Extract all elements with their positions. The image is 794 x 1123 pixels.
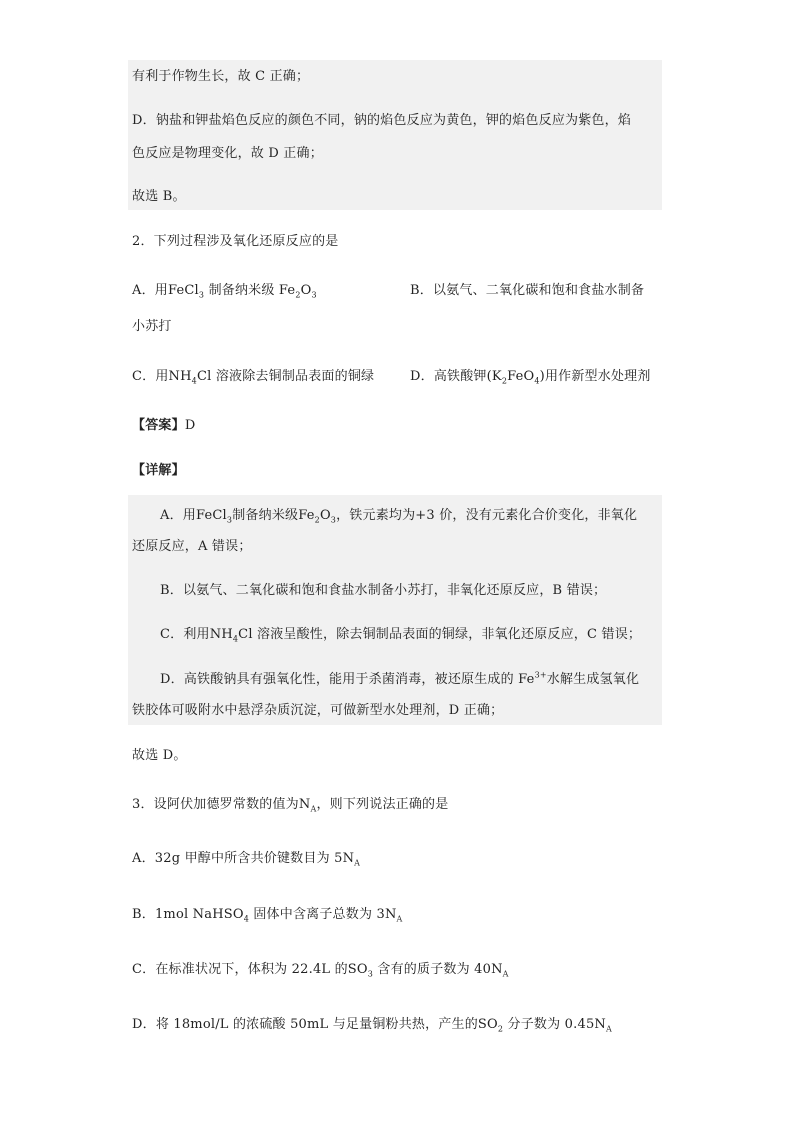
q1-option-d-line2: 色反应是物理变化，故 D 正确；: [132, 146, 323, 161]
q2-stem: 2．下列过程涉及氧化还原反应的是: [132, 234, 339, 249]
q2-explain-c: C．利用$NH_4Cl$ 溶液呈酸性，除去铜制品表面的铜绿，非氧化还原反应，C 错误；: [160, 627, 642, 644]
q3-option-d: D．将 18mol/L 的浓硫酸 50mL 与足量铜粉共热，产生的$SO_2$ 分子数为 $0.45N_A$: [132, 1017, 612, 1034]
q2-option-a: A．用FeCl$_3$ 制备纳米级 $Fe_2O_3$: [132, 283, 317, 300]
q2-option-b-line2: 小苏打: [132, 319, 172, 334]
q2-explain-b: B．以氨气、二氧化碳和饱和食盐水制备小苏打，非氧化还原反应，B 错误；: [160, 583, 607, 598]
q3-stem: 3．设阿伏加德罗常数的值为$N_A$，则下列说法正确的是: [132, 797, 449, 814]
q1-option-d-line1: D．钠盐和钾盐焰色反应的颜色不同，钠的焰色反应为黄色，钾的焰色反应为紫色，焰: [132, 113, 632, 128]
q2-detail-label: 【详解】: [132, 463, 185, 478]
q2-explain-a-line1: A．用FeCl$_3$制备纳米级$Fe_2O_3$，铁元素均为+3 价，没有元素化合价变化，非氧化: [160, 508, 638, 525]
q2-option-d: D．高铁酸钾$(K_2FeO_4)$用作新型水处理剂: [410, 369, 651, 386]
q2-choose: 故选 D。: [132, 748, 187, 763]
explanation-shade-q2: [128, 495, 662, 725]
q1-option-c-conclusion: 有利于作物生长，故 C 正确；: [132, 69, 310, 84]
q3-option-c: C．在标准状况下，体积为 22.4L 的$SO_3$ 含有的质子数为 $40N_A$: [132, 962, 509, 979]
q2-option-b-line1: B．以氨气、二氧化碳和饱和食盐水制备: [410, 283, 645, 298]
q2-explain-d-line1: D．高铁酸钠具有强氧化性，能用于杀菌消毒，被还原生成的 $Fe^{3+}$水解生成氢氧化: [160, 670, 640, 687]
q3-option-a: A．32g 甲醇中所含共价键数目为 $5N_A$: [132, 851, 361, 868]
q2-answer: 【答案】D: [132, 418, 196, 433]
q2-explain-a-line2: 还原反应，A 错误；: [132, 539, 252, 554]
q3-option-b: B．1mol NaHSO$_4$ 固体中含离子总数为 $3N_A$: [132, 907, 403, 924]
q2-option-c: C．用$NH_4Cl$ 溶液除去铜制品表面的铜绿: [132, 369, 375, 386]
q1-choose: 故选 B。: [132, 189, 186, 204]
q2-explain-d-line2: 铁胶体可吸附水中悬浮杂质沉淀，可做新型水处理剂，D 正确；: [132, 703, 504, 718]
